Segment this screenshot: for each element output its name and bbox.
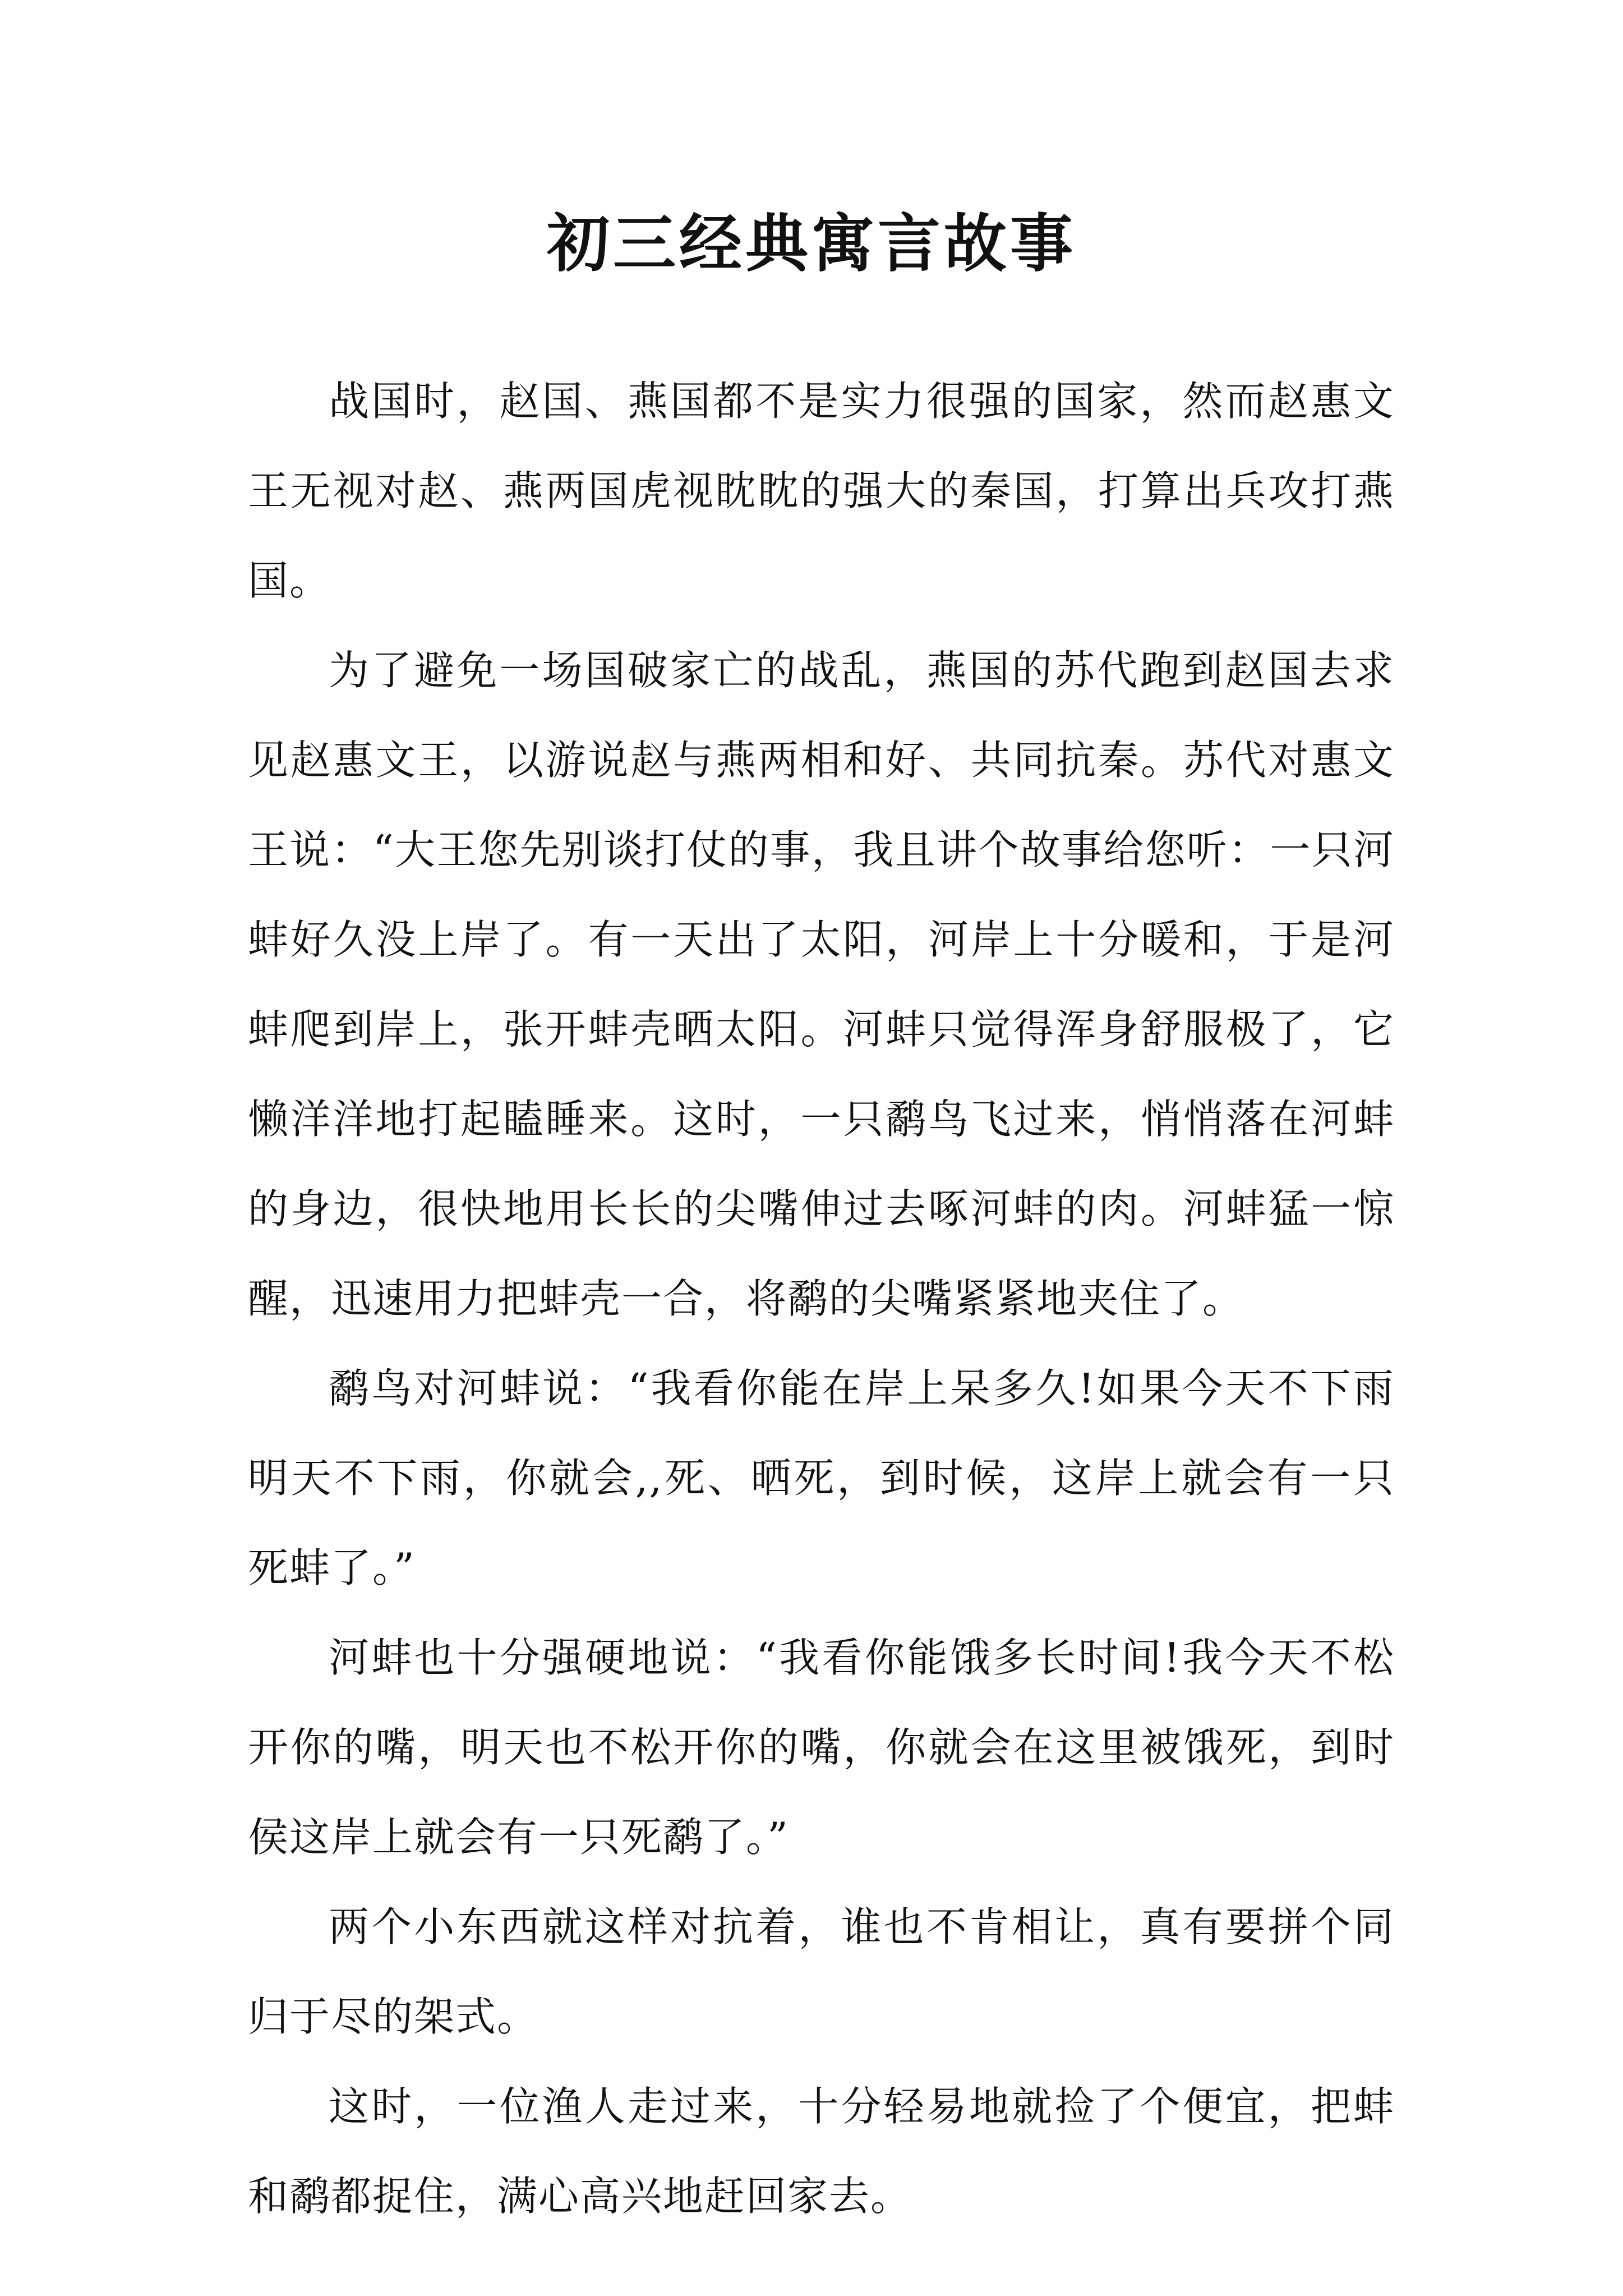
paragraph: 河蚌也十分强硬地说：“我看你能饿多长时间!我今天不松开你的嘴，明天也不松开你的嘴，你就会在这里被饿死，到时侯这岸上就会有一只死鹬了。” [248, 1634, 1395, 1861]
document-body [248, 356, 1395, 2241]
document-title: 初三经典寓言故事 [547, 207, 1076, 280]
paragraph: 为了避免一场国破家亡的战乱，燕国的苏代跑到赵国去求见赵惠文王，以游说赵与燕两相和好、共同抗秦。苏代对惠文王说：“大王您先别谈打仗的事，我且讲个故事给您听：一只河蚌好久没上岸了。有一天出了太阳，河岸上十分暖和，于是河蚌爬到岸上，张开蚌壳晒太阳。河蚌只觉得浑身舒服极了，它懒洋洋地打起瞌睡来。这时，一只鹬鸟飞过来，悄悄落在河蚌的身边，很快地用长长的尖嘴伸过去啄河蚌的肉。河蚌猛一惊醒，迅速用力把蚌壳一合，将鹬的尖嘴紧紧地夹住了。 [248, 647, 1395, 1322]
paragraph: 战国时，赵国、燕国都不是实力很强的国家，然而赵惠文王无视对赵、燕两国虎视眈眈的强大的秦国，打算出兵攻打燕国。 [248, 378, 1395, 604]
paragraph: 这时，一位渔人走过来，十分轻易地就捡了个便宜，把蚌和鹬都捉住，满心高兴地赶回家去。 [248, 2083, 1395, 2220]
paragraph: 两个小东西就这样对抗着，谁也不肯相让，真有要拼个同归于尽的架式。 [248, 1903, 1395, 2040]
paragraph: 鹬鸟对河蚌说：“我看你能在岸上呆多久!如果今天不下雨明天不下雨，你就会,,死、晒死，到时候，这岸上就会有一只死蚌了。” [248, 1365, 1395, 1591]
